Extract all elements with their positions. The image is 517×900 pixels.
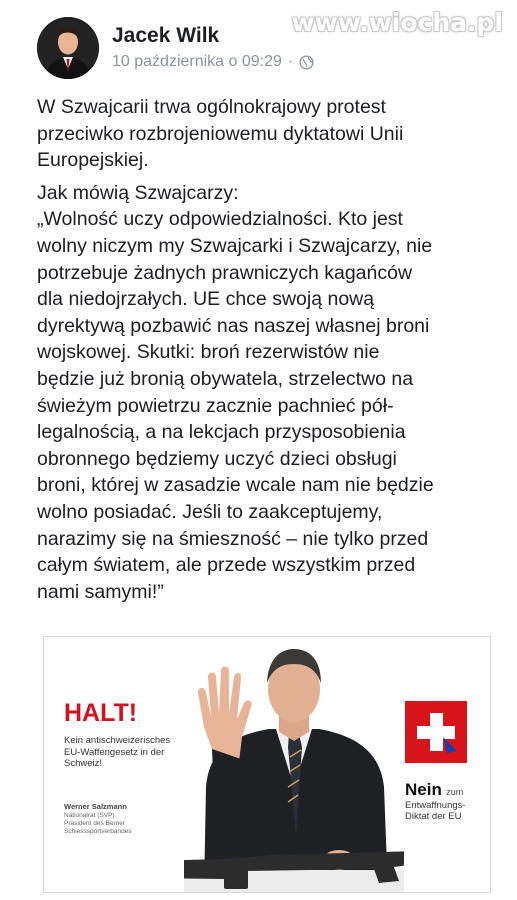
poster-signer-name: Werner Salzmann xyxy=(64,802,127,811)
poster-person-illustration xyxy=(184,637,404,892)
post-timestamp[interactable]: 10 października o 09:29 xyxy=(112,53,282,70)
site-watermark: www.wiocha.pl xyxy=(291,8,503,37)
poster-signer-role: Nationalrat (SVP) Präsident des Berner Schiesssportverbandes xyxy=(64,812,132,835)
post-paragraph-2: Jak mówią Szwajcarzy: „Wolność uczy odpowiedzialności. Kto jest wolny niczym my Szwajcarki i Szwajcarzy, nie potrzebuje żadnych prawniczych kagańców dla niedojrzałych. UE chce swoją nową dyrektywą pozbawić nas naszej własnej broni wojskowej. Skutki: broń rezerwistów nie będzie już bronią obywatela, strzelectwo na świeżym powietrzu zacznie pachnieć pół- legalnością, a na lekcjach przysposobienia obronnego będziemy uczyć dzieci obsługi broni, której w zasadzie wcale nam nie będzie wolno posiadać. Jeśli to zaakceptujemy, narazimy się na śmieszność – nie tylko przed całym światem, ale przede wszystkim przed nami samymi!” xyxy=(37,181,434,603)
poster-nein-zum: zum xyxy=(446,787,464,797)
post-text xyxy=(37,94,507,605)
poster-nein-slogan xyxy=(405,780,466,822)
post-paragraph-1: W Szwajcarii trwa ogólnokrajowy protest przeciwko rozbrojeniowemu dyktatowi Unii Europejskiej. xyxy=(37,96,404,172)
poster-subheadline: Kein antischweizerisches EU-Waffengesetz in der Schweiz! xyxy=(64,735,171,769)
poster-headline: HALT! xyxy=(64,699,138,727)
poster-nein-word: Nein xyxy=(405,780,442,799)
post-meta xyxy=(112,53,314,71)
avatar-portrait xyxy=(37,17,99,79)
post-header xyxy=(0,0,517,86)
poster-nein-rest: Entwaffnungs- Diktat der EU xyxy=(405,800,466,822)
post-image[interactable] xyxy=(43,636,491,893)
globe-icon xyxy=(299,55,314,70)
author-name[interactable]: Jacek Wilk xyxy=(112,24,220,47)
avatar[interactable] xyxy=(37,17,99,79)
meta-separator: · xyxy=(287,53,294,70)
swiss-flag-icon xyxy=(405,701,467,763)
